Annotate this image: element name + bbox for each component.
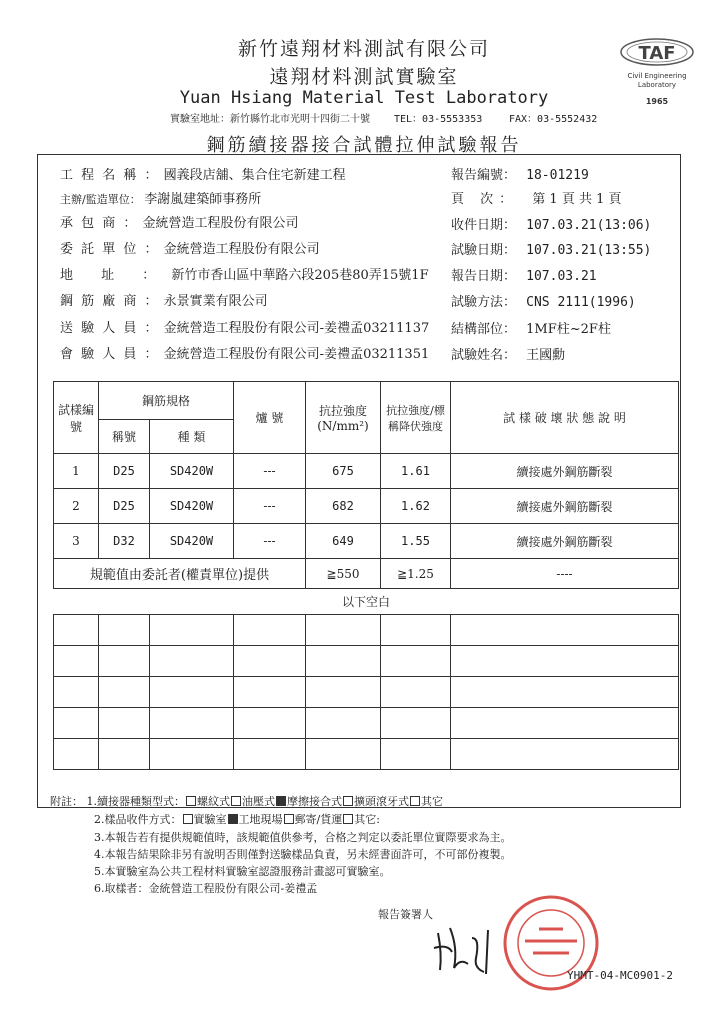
info-row-report-no bbox=[451, 164, 589, 183]
info-label: 收件日期： bbox=[451, 218, 517, 233]
lab-address: 實驗室地址：新竹縣竹北市光明十四街二十號 bbox=[170, 114, 370, 125]
cell-furnace: --- bbox=[234, 524, 306, 559]
info-value: 新竹市香山區中華路六段205巷80弄15號1F bbox=[171, 268, 429, 283]
note-1 bbox=[50, 793, 443, 809]
option-other: 其它: bbox=[354, 813, 380, 826]
report-title: 鋼筋續接器接合試體拉伸試驗報告 bbox=[206, 135, 522, 156]
info-label: 委 託 單 位 ： bbox=[60, 242, 160, 257]
checkbox-checked-icon bbox=[228, 814, 238, 824]
option-hydraulic: 油壓式 bbox=[242, 795, 275, 808]
info-value: 金統營造工程股份有限公司 bbox=[163, 242, 320, 257]
header-furnace: 爐 號 bbox=[234, 382, 306, 454]
spec-tensile: ≧550 bbox=[306, 559, 381, 589]
cell-grade: SD420W bbox=[150, 454, 234, 489]
info-value: 永景實業有限公司 bbox=[163, 294, 268, 309]
cell-ratio: 1.62 bbox=[381, 489, 451, 524]
checkbox-icon bbox=[231, 796, 241, 806]
header-tensile bbox=[306, 382, 381, 454]
info-row-project bbox=[60, 164, 346, 183]
lab-name-en: Yuan Hsiang Material Test Laboratory bbox=[179, 88, 549, 108]
option-lab: 實驗室 bbox=[193, 813, 227, 826]
empty-row bbox=[54, 677, 679, 708]
checkbox-icon bbox=[183, 814, 193, 824]
info-row-client bbox=[60, 238, 320, 257]
info-label: 試驗姓名： bbox=[451, 348, 517, 363]
note-2-label: 2.樣品收件方式： bbox=[94, 813, 182, 826]
cell-description: 續接處外鋼筋斷裂 bbox=[451, 524, 679, 559]
spec-description: ---- bbox=[451, 559, 679, 589]
info-value: 李謝嵐建築師事務所 bbox=[144, 192, 262, 207]
header-grade: 種 類 bbox=[150, 420, 234, 454]
cell-tensile: 675 bbox=[306, 454, 381, 489]
form-code: YHMT-04-MC0901-2 bbox=[567, 969, 673, 982]
lab-name-cn: 遠翔材料測試實驗室 bbox=[269, 66, 459, 88]
option-other: 其它 bbox=[421, 795, 443, 808]
info-value: 第 1 頁 共 1 頁 bbox=[532, 192, 622, 207]
results-table bbox=[53, 381, 679, 770]
cell-size: D25 bbox=[99, 489, 150, 524]
info-label: 鋼 筋 廠 商 ： bbox=[60, 294, 160, 309]
info-value: 107.03.21(13:55) bbox=[526, 243, 652, 258]
checkbox-icon bbox=[186, 796, 196, 806]
header-sample-no: 試樣編號 bbox=[54, 382, 99, 454]
info-row-test-date bbox=[451, 239, 651, 258]
info-row-sender bbox=[60, 317, 429, 336]
cell-description: 續接處外鋼筋斷裂 bbox=[451, 489, 679, 524]
cell-grade: SD420W bbox=[150, 524, 234, 559]
empty-row bbox=[54, 646, 679, 677]
info-row-received bbox=[451, 214, 651, 233]
cell-ratio: 1.55 bbox=[381, 524, 451, 559]
note-5: 5.本實驗室為公共工程材料實驗室認證服務計畫認可實驗室。 bbox=[94, 865, 391, 878]
info-row-tester bbox=[451, 344, 565, 363]
table-row bbox=[54, 454, 679, 489]
info-row-structure bbox=[451, 318, 611, 337]
info-value: 王國勳 bbox=[526, 348, 566, 363]
cell-size: D32 bbox=[99, 524, 150, 559]
empty-row bbox=[54, 739, 679, 770]
info-row-report-date bbox=[451, 265, 597, 284]
info-row-witness bbox=[60, 343, 429, 362]
logo-year: 1965 bbox=[645, 97, 669, 106]
blank-note-row bbox=[54, 589, 679, 615]
info-label: 報告編號： bbox=[451, 168, 517, 183]
cell-no: 1 bbox=[54, 454, 99, 489]
checkbox-icon bbox=[284, 814, 294, 824]
info-label: 地 址 ： bbox=[60, 268, 168, 283]
info-label: 試驗日期： bbox=[451, 243, 517, 258]
info-value: 金統營造工程股份有限公司-姜禮孟03211351 bbox=[163, 347, 430, 362]
info-row-method bbox=[451, 291, 636, 310]
cell-size: D25 bbox=[99, 454, 150, 489]
option-site: 工地現場 bbox=[238, 813, 283, 826]
info-value: 金統營造工程股份有限公司 bbox=[142, 216, 299, 231]
option-thread: 螺紋式 bbox=[197, 795, 230, 808]
info-value: CNS 2111(1996) bbox=[526, 295, 636, 310]
spec-ratio: ≧1.25 bbox=[381, 559, 451, 589]
info-label: 結構部位： bbox=[451, 322, 517, 337]
option-mail: 郵寄/貨運 bbox=[294, 813, 343, 826]
cell-grade: SD420W bbox=[150, 489, 234, 524]
spec-label: 規範值由委託者(權責單位)提供 bbox=[54, 559, 306, 589]
info-value: 18-01219 bbox=[526, 168, 589, 183]
info-row-page bbox=[451, 188, 622, 207]
cell-tensile: 649 bbox=[306, 524, 381, 559]
cell-furnace: --- bbox=[234, 489, 306, 524]
company-name: 新竹遠翔材料測試有限公司 bbox=[237, 38, 490, 60]
note-4: 4.本報告結果除非另有說明否則僅對送驗樣品負責，另未經書面許可，不可部份複製。 bbox=[94, 848, 512, 861]
logo-sub1: Civil Engineering bbox=[627, 72, 687, 80]
header-description: 試 樣 破 壞 狀 態 說 明 bbox=[451, 382, 679, 454]
info-label: 送 驗 人 員 ： bbox=[60, 321, 160, 336]
header-spec: 鋼筋規格 bbox=[99, 382, 234, 420]
info-row-address bbox=[60, 264, 429, 283]
table-row bbox=[54, 489, 679, 524]
logo-sub2: Laboratory bbox=[637, 81, 677, 89]
checkbox-icon bbox=[343, 796, 353, 806]
cell-ratio: 1.61 bbox=[381, 454, 451, 489]
notes-prefix: 附註： bbox=[50, 795, 83, 808]
table-row bbox=[54, 524, 679, 559]
table-header-row bbox=[54, 382, 679, 420]
cell-no: 2 bbox=[54, 489, 99, 524]
signer-label: 報告簽署人 bbox=[378, 908, 433, 921]
header-tensile-unit: (N/mm²) bbox=[317, 419, 369, 433]
cell-no: 3 bbox=[54, 524, 99, 559]
empty-row bbox=[54, 615, 679, 646]
checkbox-icon bbox=[410, 796, 420, 806]
info-label: 工 程 名 稱 ： bbox=[60, 168, 160, 183]
info-label: 報告日期： bbox=[451, 269, 517, 284]
info-row-contractor bbox=[60, 212, 299, 231]
lab-fax: FAX：03-5552432 bbox=[509, 114, 598, 125]
info-value: 107.03.21 bbox=[526, 269, 597, 284]
info-label: 試驗方法： bbox=[451, 295, 517, 310]
logo-text: TAF bbox=[638, 43, 676, 64]
note-2 bbox=[94, 811, 380, 827]
info-value: 國義段店舖、集合住宅新建工程 bbox=[163, 168, 346, 183]
cell-furnace: --- bbox=[234, 454, 306, 489]
info-value: 1MF柱~2F柱 bbox=[526, 322, 611, 337]
info-label: 承 包 商 ： bbox=[60, 216, 139, 231]
info-row-rebar-vendor bbox=[60, 290, 268, 309]
note-1-label: 1.續接器種類型式： bbox=[86, 795, 185, 808]
info-label: 頁 次： bbox=[451, 192, 519, 207]
cell-description: 續接處外鋼筋斷裂 bbox=[451, 454, 679, 489]
cell-tensile: 682 bbox=[306, 489, 381, 524]
info-value: 金統營造工程股份有限公司-姜禮孟03211137 bbox=[163, 321, 430, 336]
option-friction: 摩擦接合式 bbox=[287, 795, 342, 808]
spec-row bbox=[54, 559, 679, 589]
info-value: 107.03.21(13:06) bbox=[526, 218, 652, 233]
checkbox-checked-icon bbox=[276, 796, 286, 806]
option-headed: 擴頭滾牙式 bbox=[354, 795, 409, 808]
header-tensile-label: 抗拉強度 bbox=[318, 404, 367, 418]
note-3: 3.本報告若有提供規範值時，該規範值供參考，合格之判定以委託單位實際要求為主。 bbox=[94, 831, 512, 844]
lab-tel: TEL：03-5553353 bbox=[394, 114, 483, 125]
info-label: 會 驗 人 員 ： bbox=[60, 347, 160, 362]
header-size: 稱號 bbox=[99, 420, 150, 454]
header-ratio: 抗拉強度/標稱降伏強度 bbox=[381, 382, 451, 454]
note-6: 6.取樣者：金統營造工程股份有限公司-姜禮孟 bbox=[94, 882, 318, 895]
blank-note: 以下空白 bbox=[54, 589, 679, 615]
checkbox-icon bbox=[343, 814, 353, 824]
info-row-supervisor bbox=[60, 188, 261, 207]
taf-logo bbox=[612, 34, 702, 109]
info-label: 主辦/監造單位： bbox=[60, 193, 141, 206]
empty-row bbox=[54, 708, 679, 739]
